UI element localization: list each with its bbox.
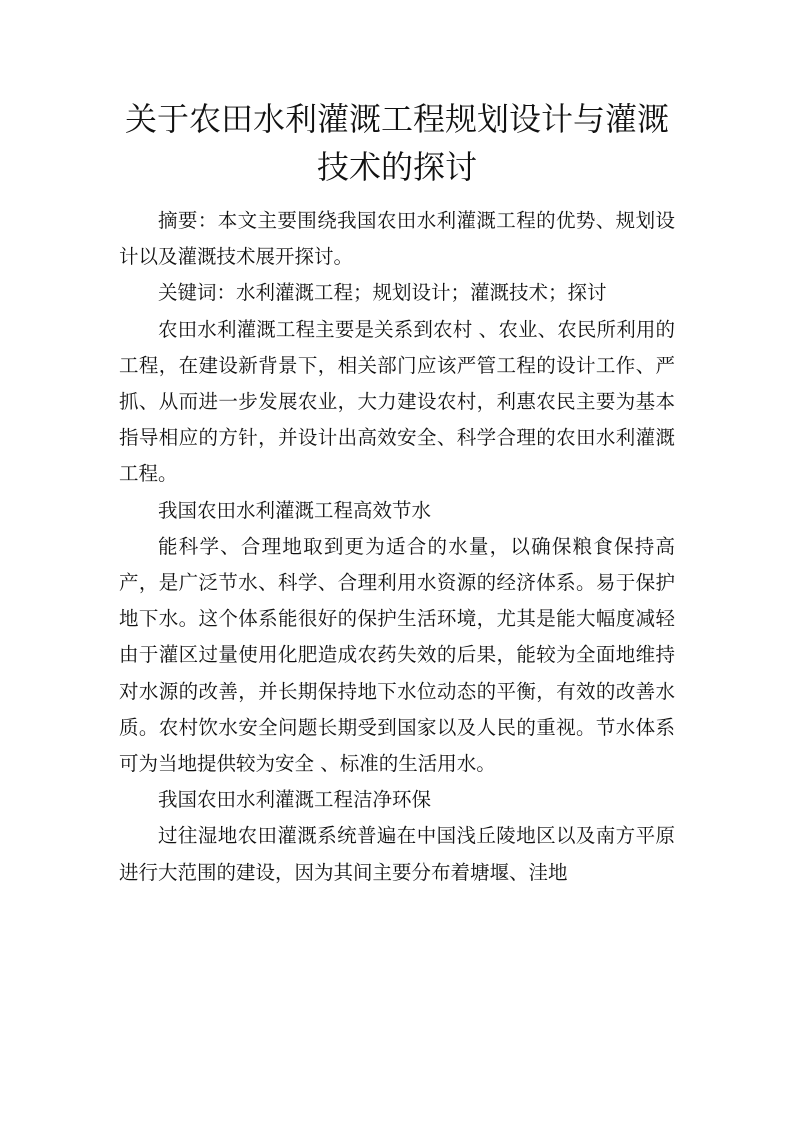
intro-paragraph: 农田水利灌溉工程主要是关系到农村 、农业、农民所利用的工程，在建设新背景下，相关部门应该严管工程的设计工作、严抓、从而进一步发展农业，大力建设农村，利惠农民主要为基本指导相应的方针，并设计出高效安全、科学合理的农田水利灌溉工程。 (119, 317, 675, 486)
title-spacer (119, 191, 675, 203)
section-heading-clean-environment: 我国农田水利灌溉工程洁净环保 (158, 788, 432, 812)
section-body-water-saving: 能科学、合理地取到更为适合的水量，以确保粮食保持高产，是广泛节水、科学、合理利用水资源的经济体系。易于保护地下水。这个体系能很好的保护生活环境，尤其是能大幅度减轻由于灌区过量使用化肥造成农药失效的后果，能较为全面地维持对水源的改善，并长期保持地下水位动态的平衡，有效的改善水质。农村饮水安全问题长期受到国家以及人民的重视。节水体系可为当地提供较为安全 、标准的生活用水。 (119, 534, 675, 776)
section-body-clean-environment: 过往湿地农田灌溉系统普遍在中国浅丘陵地区以及南方平原进行大范围的建设，因为其间主要分布着塘堰、洼地 (119, 824, 675, 884)
section-heading-water-saving: 我国农田水利灌溉工程高效节水 (158, 498, 432, 522)
document-page (119, 95, 675, 891)
document-title: 关于农田水利灌溉工程规划设计与灌溉技术的探讨 (124, 100, 669, 186)
abstract-paragraph: 摘要：本文主要围绕我国农田水利灌溉工程的优势、规划设计以及灌溉技术展开探讨。 (119, 209, 675, 269)
keywords-line: 关键词：水利灌溉工程；规划设计；灌溉技术；探讨 (158, 281, 607, 305)
